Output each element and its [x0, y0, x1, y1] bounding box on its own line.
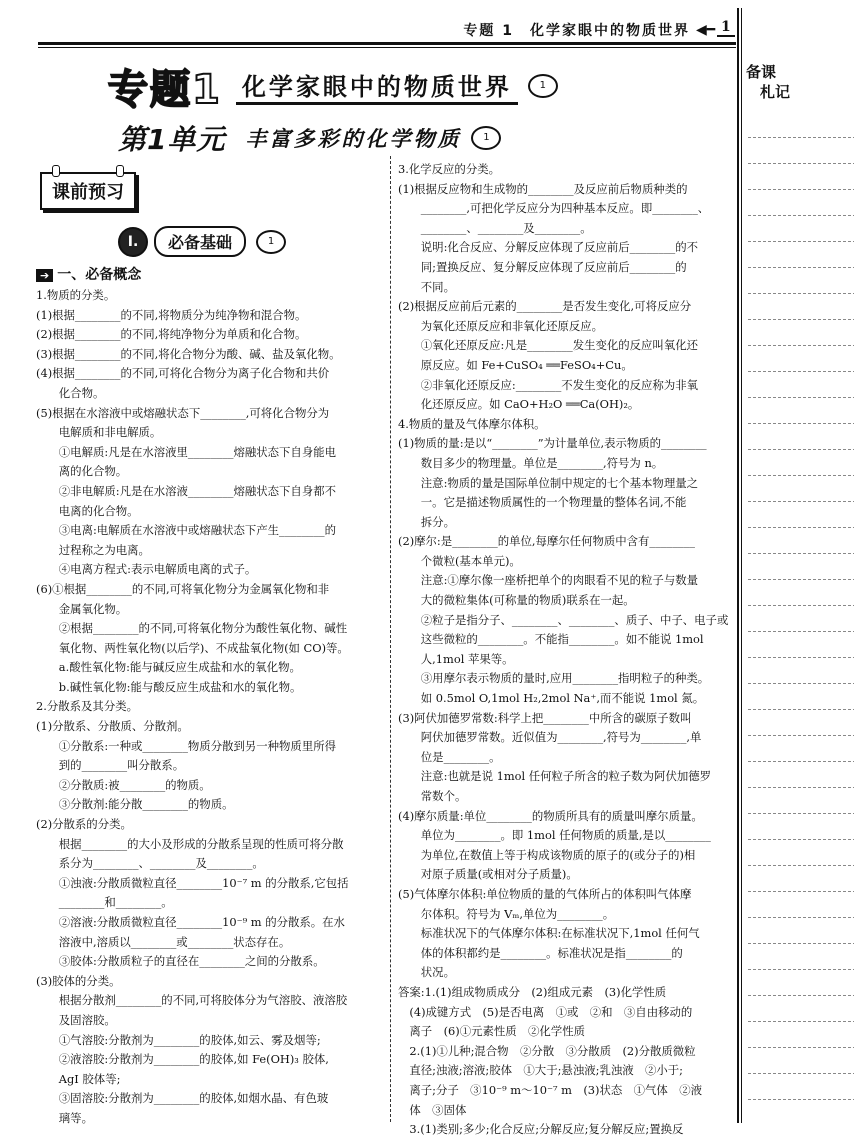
left-text-line: ②非电解质:凡是在水溶液________熔融状态下自身都不 [36, 483, 336, 498]
left-text-line: 溶液中,溶质以________或________状态存在。 [36, 934, 291, 949]
right-text-line: 注意:物质的量是国际单位制中规定的七个基本物理量之 [398, 475, 698, 490]
right-text-line: ③用摩尔表示物质的量时,应用________指明粒子的种类。 [398, 671, 710, 686]
right-text-line: ________,可把化学反应分为四种基本反应。即________、 [398, 201, 710, 216]
left-text-line: (3)根据________的不同,将化合物分为酸、碱、盐及氧化物。 [36, 346, 341, 361]
arrow-left-icon: ◀━ [696, 22, 716, 38]
left-text-line: 氧化物、两性氧化物(以后学)、不成盐氧化物(如 CO)等。 [36, 640, 349, 655]
right-text-line: 为单位,在数值上等于构成该物质的原子的(或分子的)相 [398, 847, 696, 862]
header-rule [38, 42, 736, 45]
margin-rule [737, 8, 739, 1123]
right-text-line: 一。它是描述物质属性的一个物理量的整体名词,不能 [398, 495, 687, 510]
running-title: 专题 1 化学家眼中的物质世界 [463, 23, 690, 39]
left-text-line: b.碱性氧化物:能与酸反应生成盐和水的氧化物。 [36, 679, 302, 694]
answer-line: 答案:1.(1)组成物质成分 (2)组成元素 (3)化学性质 [398, 984, 667, 999]
left-text-line: 璃等。 [36, 1110, 93, 1125]
left-text-line: 及固溶胶。 [36, 1012, 116, 1027]
left-text-line: (2)分散系的分类。 [36, 817, 132, 832]
left-text-line: ________和________。 [36, 895, 173, 910]
left-text-line: 金属氧化物。 [36, 601, 128, 616]
unit-label: 第1单元 [118, 123, 226, 156]
notes-title-line1: 备课 [746, 63, 777, 81]
right-text-line: ②非氧化还原反应:________不发生变化的反应称为非氧 [398, 377, 698, 392]
unit-title [118, 118, 501, 158]
left-text-line: 到的________叫分散系。 [36, 758, 185, 773]
left-text-line: 电离的化合物。 [36, 503, 139, 518]
right-text-line: 对原子质量(或相对分子质量)。 [398, 867, 578, 882]
left-text-line: ②液溶胶:分散剂为________的胶体,如 Fe(OH)₃ 胶体, [36, 1052, 329, 1067]
heart-icon: 1 [256, 230, 286, 254]
left-text-line: 根据分散剂________的不同,可将胶体分为气溶胶、液溶胶 [36, 993, 348, 1008]
right-text-line: 大的微粒集体(可称量的物质)联系在一起。 [398, 593, 635, 608]
section-heading [36, 264, 141, 284]
notes-ruled-lines [746, 112, 854, 1122]
left-text-line: ①电解质:凡是在水溶液里________熔融状态下自身能电 [36, 444, 336, 459]
left-text-line: 过程称之为电离。 [36, 542, 150, 557]
preview-banner: 课前预习 [40, 172, 136, 210]
heart-icon: 1 [471, 126, 501, 150]
right-text-line: (3)阿伏加德罗常数:科学上把________中所含的碳原子数叫 [398, 710, 692, 725]
left-text-line: (2)根据________的不同,将纯净物分为单质和化合物。 [36, 327, 307, 342]
right-text-line: 同;置换反应、复分解反应体现了反应前后________的 [398, 259, 687, 274]
right-text-line: 个微粒(基本单元)。 [398, 553, 521, 568]
left-text-line: (5)根据在水溶液中或熔融状态下________,可将化合物分为 [36, 405, 330, 420]
right-text-line: ②粒子是指分子、________、________、质子、中子、电子或 [398, 612, 729, 627]
right-text-line: 尔体积。符号为 Vₘ,单位为________。 [398, 906, 615, 921]
left-text-line: ③分散剂:能分散________的物质。 [36, 797, 234, 812]
basics-heading [118, 226, 286, 257]
answer-line: 离子 (6)①元素性质 ②化学性质 [398, 1024, 585, 1039]
answer-line: 离子;分子 ③10⁻⁹ m～10⁻⁷ m (3)状态 ①气体 ②液 [398, 1082, 702, 1097]
right-text-line: ________、________及________。 [398, 220, 592, 235]
right-text-line: 注意:也就是说 1mol 任何粒子所含的粒子数为阿伏加德罗 [398, 769, 712, 784]
left-text-line: ②溶液:分散质微粒直径________10⁻⁹ m 的分散系。在水 [36, 915, 345, 929]
left-text-line: ③胶体:分散质粒子的直径在________之间的分散系。 [36, 954, 325, 969]
right-text-line: (1)根据反应物和生成物的________及反应前后物质种类的 [398, 181, 688, 196]
left-column [36, 286, 384, 1129]
basics-label: 必备基础 [154, 226, 246, 257]
right-text-line: 位是________。 [398, 749, 501, 764]
right-text-line: (1)物质的量:是以“________”为计量单位,表示物质的________ [398, 436, 707, 451]
column-divider [390, 156, 391, 1122]
right-column [398, 160, 734, 1140]
right-text-line: 说明:化合反应、分解反应体现了反应前后________的不 [398, 240, 698, 255]
margin-rule-thin [741, 8, 742, 1123]
left-text-line: (1)分散系、分散质、分散剂。 [36, 719, 189, 734]
left-text-line: a.酸性氧化物:能与碱反应生成盐和水的氧化物。 [36, 660, 301, 675]
right-text-line: 4.物质的量及气体摩尔体积。 [398, 416, 546, 431]
right-text-line: 如 0.5mol O,1mol H₂,2mol Na⁺,而不能说 1mol 氮。 [398, 691, 705, 706]
left-text-line: 1.物质的分类。 [36, 288, 116, 302]
left-text-line: AgI 胶体等; [36, 1071, 121, 1086]
left-text-line: 电解质和非电解质。 [36, 425, 162, 440]
right-text-line: 注意:①摩尔像一座桥把单个的肉眼看不见的粒子与数量 [398, 573, 698, 588]
left-text-line: ①气溶胶:分散剂为________的胶体,如云、雾及烟等; [36, 1032, 321, 1047]
left-text-line: ③电离:电解质在水溶液中或熔融状态下产生________的 [36, 523, 336, 538]
left-text-line: ④电离方程式:表示电解质电离的式子。 [36, 562, 257, 577]
right-text-line: 阿伏加德罗常数。近似值为________,符号为________,单 [398, 730, 702, 745]
right-text-line: (5)气体摩尔体积:单位物质的量的气体所占的体积叫气体摩 [398, 886, 692, 901]
right-text-line: 3.化学反应的分类。 [398, 162, 500, 176]
page-number: 1 [717, 19, 735, 37]
right-text-line: (2)根据反应前后元素的________是否发生变化,可将反应分 [398, 299, 692, 314]
left-text-line: ③固溶胶:分散剂为________的胶体,如烟水晶、有色玻 [36, 1091, 329, 1106]
left-text-line: (4)根据________的不同,可将化合物分为离子化合物和共价 [36, 366, 330, 381]
left-text-line: (3)胶体的分类。 [36, 973, 121, 988]
answer-line: 3.(1)类别;多少;化合反应;分解反应;复分解反应;置换反 [398, 1122, 684, 1137]
right-text-line: ①氧化还原反应:凡是________发生变化的反应叫氧化还 [398, 338, 698, 353]
answer-line: (4)成键方式 (5)是否电离 ①或 ②和 ③自由移动的 [398, 1004, 693, 1019]
section-title: 一、必备概念 [57, 267, 142, 283]
right-text-line: (4)摩尔质量:单位________的物质所具有的质量叫摩尔质量。 [398, 808, 703, 823]
answer-line: 直径;浊液;溶液;胶体 ①大于;悬浊液;乳浊液 ②小于; [398, 1063, 684, 1078]
unit-name: 丰富多彩的化学物质 [245, 127, 462, 151]
answer-line: 体 ③固体 [398, 1102, 467, 1117]
left-text-line: ②根据________的不同,可将氧化物分为酸性氧化物、碱性 [36, 621, 348, 636]
left-text-line: ①浊液:分散质微粒直径________10⁻⁷ m 的分散系,它包括 [36, 875, 349, 890]
left-text-line: (6)①根据________的不同,可将氧化物分为金属氧化物和非 [36, 581, 330, 596]
header-rule-thin [38, 47, 736, 48]
right-text-line: 单位为________。即 1mol 任何物质的质量,是以________ [398, 828, 711, 843]
answer-block [398, 983, 734, 1140]
right-text-line: 标准状况下的气体摩尔体积:在标准状况下,1mol 任何气 [398, 926, 700, 941]
left-text-line: 2.分散系及其分类。 [36, 699, 138, 714]
left-text-line: ①分散系:一种或________物质分散到另一种物质里所得 [36, 738, 336, 753]
right-text-line: 体的体积都约是________。标准状况是指________的 [398, 945, 683, 960]
right-text-line: 不同。 [398, 279, 455, 294]
right-text-line: 状况。 [398, 965, 455, 980]
left-text-line: 化合物。 [36, 385, 105, 400]
answer-line: 2.(1)①儿种;混合物 ②分散 ③分散质 (2)分散质微粒 [398, 1043, 696, 1058]
right-text-line: 这些微粒的________。不能指________。如不能说 1mol [398, 632, 704, 647]
topic-name: 化学家眼中的物质世界 [236, 67, 518, 105]
notes-column-title [746, 62, 806, 102]
arrow-right-icon: ➔ [36, 269, 53, 282]
right-text-line: (2)摩尔:是________的单位,每摩尔任何物质中含有________ [398, 534, 695, 549]
right-text-line: 数目多少的物理量。单位是________,符号为 n。 [398, 455, 664, 470]
left-text-line: 离的化合物。 [36, 464, 128, 479]
topic-title [108, 62, 558, 113]
notes-title-line2: 札记 [760, 83, 791, 101]
right-text-line: 拆分。 [398, 514, 455, 529]
topic-label: 专题1 [108, 66, 222, 113]
heart-icon: 1 [528, 74, 558, 98]
right-text-line: 常数个。 [398, 789, 467, 803]
right-text-line: 为氧化还原反应和非氧化还原反应。 [398, 318, 604, 333]
right-text-line: 化还原反应。如 CaO+H₂O ══Ca(OH)₂。 [398, 397, 640, 412]
left-text-line: (1)根据________的不同,将物质分为纯净物和混合物。 [36, 307, 307, 322]
right-text-line: 人,1mol 苹果等。 [398, 651, 514, 666]
basics-number: I. [118, 227, 148, 257]
right-text-line: 原反应。如 Fe+CuSO₄ ══FeSO₄+Cu。 [398, 357, 633, 372]
left-text-line: 根据________的大小及形成的分散系呈现的性质可将分散 [36, 836, 344, 851]
left-text-line: ②分散质:被________的物质。 [36, 777, 211, 792]
left-text-line: 系分为________、________及________。 [36, 856, 264, 871]
